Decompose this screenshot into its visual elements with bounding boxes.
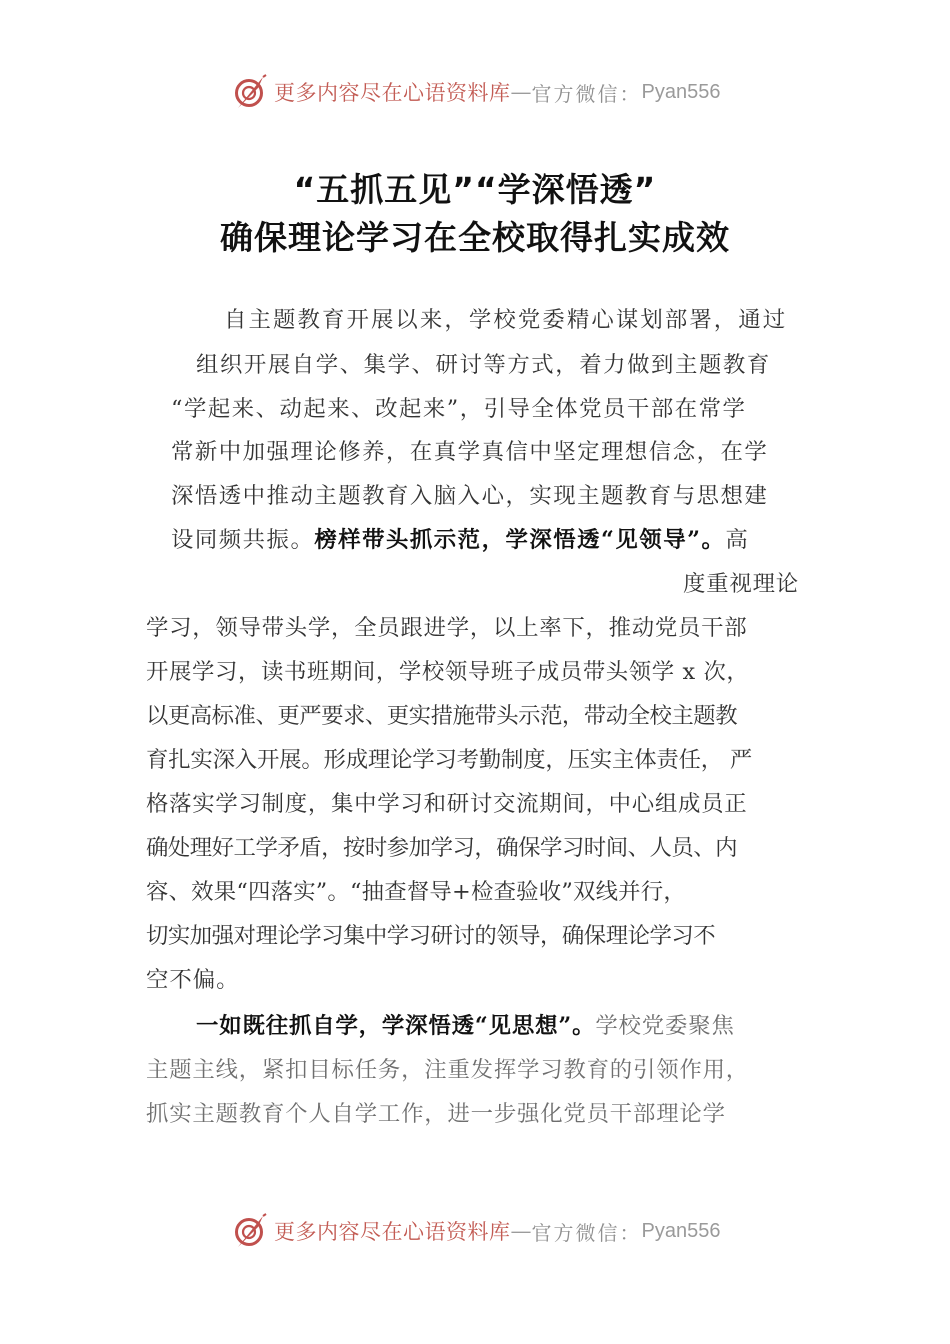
body-line: 切实加强对理论学习集中学习研讨的领导，确保理论学习不 bbox=[146, 923, 716, 949]
banner-dash: — bbox=[510, 1219, 532, 1243]
body-line: 深悟透中推动主题教育入脑入心，实现主题教育与思想建 bbox=[171, 483, 769, 509]
quill-pen-logo-icon bbox=[230, 1211, 270, 1251]
document-title-line-1: “五抓五见”“学深悟透” bbox=[293, 170, 657, 209]
body-line bbox=[171, 525, 749, 555]
body-text: 学校党委聚焦 bbox=[595, 1013, 735, 1039]
document-title-line-2: 确保理论学习在全校取得扎实成效 bbox=[220, 218, 730, 257]
body-line: 以更高标准、更严要求、更实措施带头示范，带动全校主题教 bbox=[146, 703, 738, 729]
banner-wechat-label: 官方微信： bbox=[531, 81, 642, 106]
header-banner bbox=[230, 72, 720, 112]
banner-slogan: 更多内容尽在心语资料库 bbox=[274, 81, 511, 105]
body-line: 常新中加强理论修养，在真学真信中坚定理想信念，在学 bbox=[171, 439, 769, 465]
body-text: 高 bbox=[725, 527, 750, 553]
body-line bbox=[196, 1011, 735, 1041]
section-heading-self-study: 一如既往抓自学，学深悟透“见思想”。 bbox=[196, 1013, 596, 1039]
banner-slogan: 更多内容尽在心语资料库 bbox=[274, 1220, 511, 1244]
banner-wechat-label: 官方微信： bbox=[531, 1220, 642, 1245]
body-text: 设同频共振。 bbox=[171, 527, 315, 553]
quill-pen-logo-icon bbox=[230, 72, 270, 112]
body-line: 格落实学习制度，集中学习和研讨交流期间，中心组成员正 bbox=[146, 791, 748, 817]
body-line: 学习，领导带头学，全员跟进学，以上率下，推动党员干部 bbox=[146, 615, 748, 641]
body-line: 组织开展自学、集学、研讨等方式，着力做到主题教育 bbox=[196, 352, 771, 378]
body-line: 开展学习，读书班期间，学校领导班子成员带头领学 x 次， bbox=[146, 659, 750, 685]
banner-wechat-id: Pyan556 bbox=[641, 1219, 721, 1242]
footer-banner bbox=[230, 1211, 720, 1251]
section-heading-lead-by-example: 榜样带头抓示范，学深悟透“见领导”。 bbox=[314, 527, 726, 553]
body-line: 抓实主题教育个人自学工作，进一步强化党员干部理论学 bbox=[146, 1101, 726, 1127]
body-line: 空不偏。 bbox=[146, 967, 240, 993]
body-line: 确处理好工学矛盾，按时参加学习，确保学习时间、人员、内 bbox=[146, 835, 738, 861]
body-line: 育扎实深入开展。形成理论学习考勤制度，压实主体责任， 严 bbox=[146, 747, 753, 773]
body-line: “学起来、动起来、改起来”，引导全体党员干部在常学 bbox=[171, 396, 747, 422]
body-line: 自主题教育开展以来，学校党委精心谋划部署，通过 bbox=[224, 307, 788, 333]
body-line: 容、效果“四落实”。“抽查督导+检查验收”双线并行， bbox=[146, 879, 686, 905]
body-line: 主题主线，紧扣目标任务，注重发挥学习教育的引领作用， bbox=[146, 1057, 749, 1083]
body-line: 度重视理论 bbox=[683, 571, 799, 597]
banner-wechat-id: Pyan556 bbox=[641, 80, 721, 103]
banner-dash: — bbox=[510, 80, 532, 104]
